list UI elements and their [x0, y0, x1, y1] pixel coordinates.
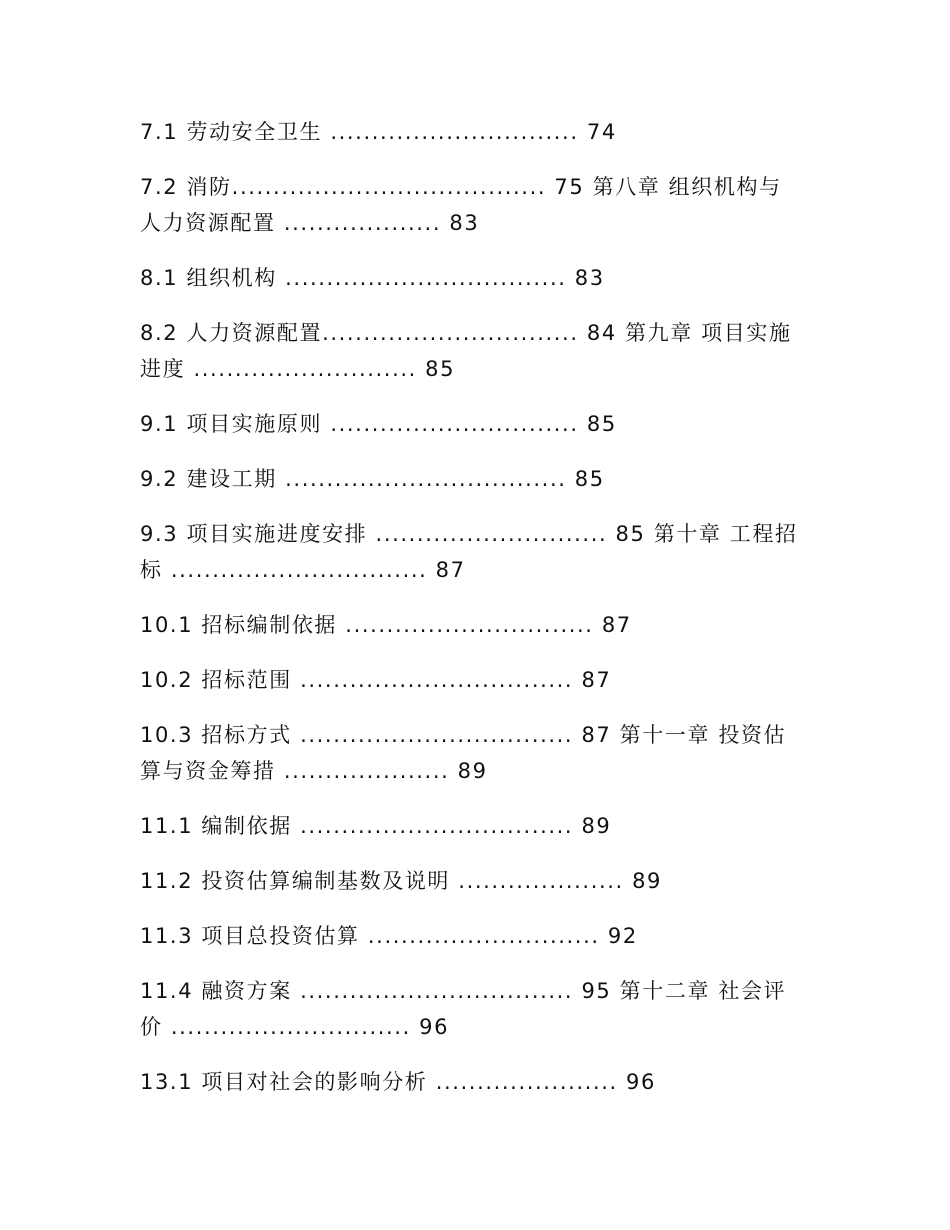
toc-line: 算与资金筹措 .................... 89 [140, 759, 488, 783]
toc-line: 9.3 项目实施进度安排 ............................ 85 第十章 工程招 [140, 522, 798, 546]
toc-line: 11.4 融资方案 ................................. 95 第十二章 社会评 [140, 979, 787, 1003]
toc-entry-11-2[interactable] [140, 863, 820, 899]
toc-line: 11.3 项目总投资估算 ............................ 92 [140, 924, 638, 948]
toc-entry-9-3[interactable] [140, 516, 820, 588]
toc-line: 8.2 人力资源配置............................... 84 第九章 项目实施 [140, 321, 792, 345]
toc-entry-8-1[interactable] [140, 260, 820, 296]
toc-entry-10-1[interactable] [140, 607, 820, 643]
toc-entry-7-2[interactable] [140, 169, 820, 241]
toc-line: 8.1 组织机构 .................................. 83 [140, 266, 605, 290]
toc-entry-11-3[interactable] [140, 918, 820, 954]
toc-entry-10-3[interactable] [140, 717, 820, 789]
toc-line: 10.2 招标范围 ................................. 87 [140, 668, 612, 692]
toc-entry-7-1[interactable] [140, 114, 820, 150]
toc-line: 进度 ........................... 85 [140, 357, 456, 381]
toc-line: 10.1 招标编制依据 .............................. 87 [140, 613, 632, 637]
toc-line: 11.1 编制依据 ................................. 89 [140, 814, 612, 838]
toc-line: 人力资源配置 ................... 83 [140, 211, 480, 235]
toc-entry-9-1[interactable] [140, 406, 820, 442]
toc-line: 9.1 项目实施原则 .............................. 85 [140, 412, 617, 436]
toc-entry-8-2[interactable] [140, 315, 820, 387]
toc-line: 7.2 消防...................................... 75 第八章 组织机构与 [140, 175, 782, 199]
toc-entry-9-2[interactable] [140, 461, 820, 497]
toc-line: 7.1 劳动安全卫生 .............................. 74 [140, 120, 617, 144]
toc-entry-13-1[interactable] [140, 1064, 820, 1100]
toc-line: 10.3 招标方式 ................................. 87 第十一章 投资估 [140, 723, 787, 747]
toc-entry-11-4[interactable] [140, 973, 820, 1045]
toc-line: 9.2 建设工期 .................................. 85 [140, 467, 605, 491]
toc-line: 11.2 投资估算编制基数及说明 .................... 89 [140, 869, 663, 893]
toc-line: 标 ............................... 87 [140, 558, 466, 582]
toc-entry-11-1[interactable] [140, 808, 820, 844]
toc-line: 13.1 项目对社会的影响分析 ...................... 96 [140, 1070, 656, 1094]
toc-entry-10-2[interactable] [140, 662, 820, 698]
table-of-contents [140, 114, 820, 1119]
toc-line: 价 ............................. 96 [140, 1015, 450, 1039]
